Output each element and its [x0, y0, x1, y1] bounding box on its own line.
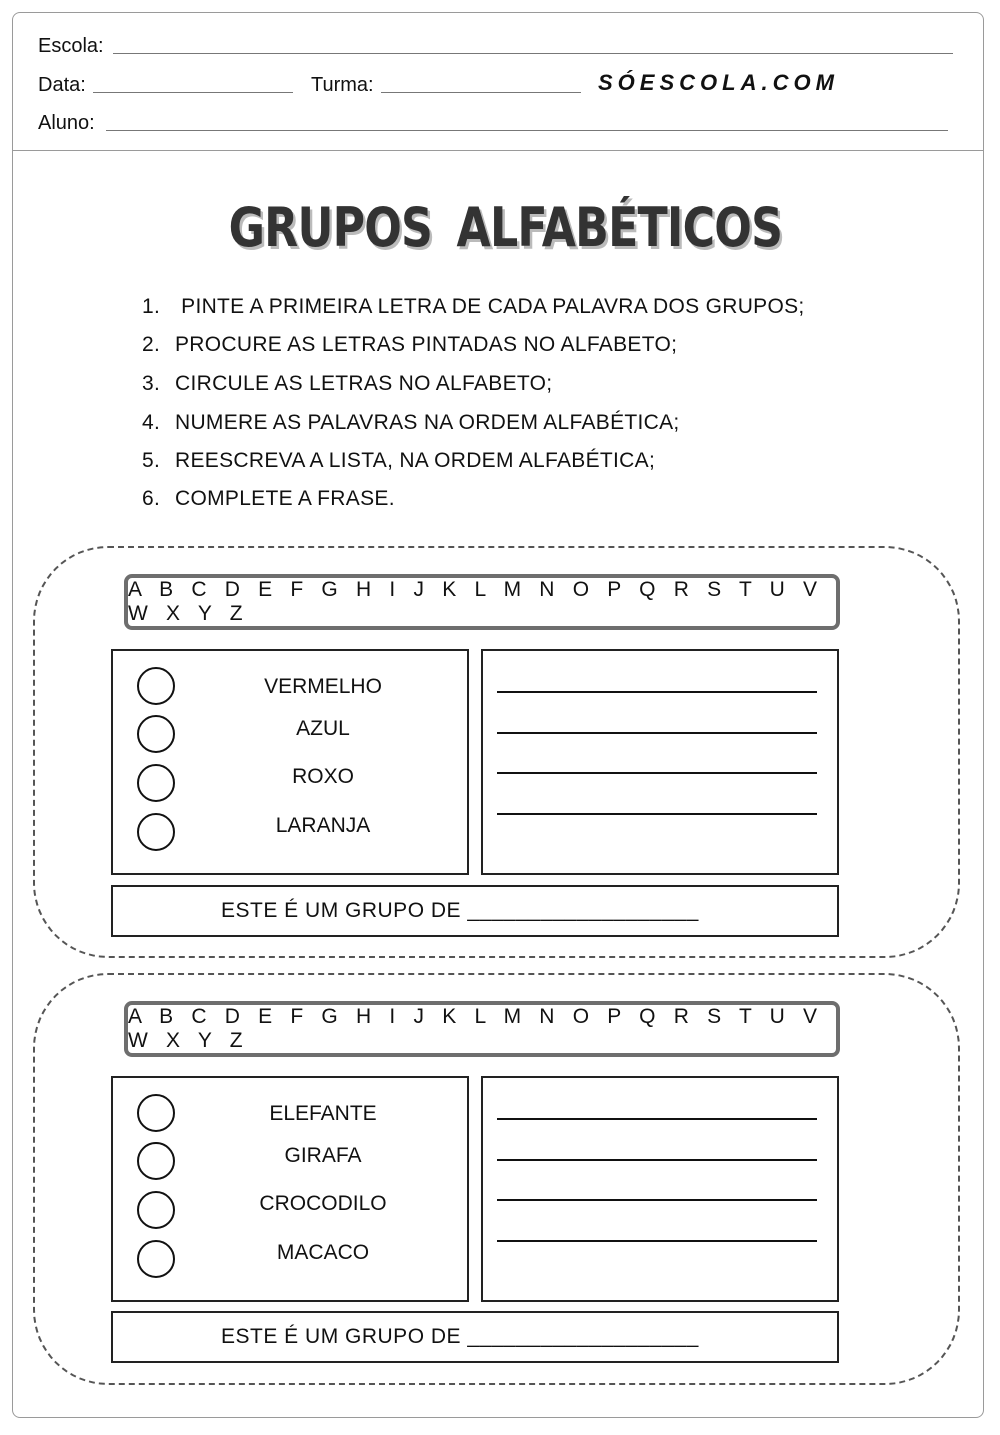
word-item: ELEFANTE [269, 1102, 377, 1125]
number-circle[interactable] [137, 1094, 175, 1132]
word-item: LARANJA [275, 814, 371, 837]
word-item: AZUL [296, 717, 350, 740]
header-divider [13, 150, 983, 151]
alphabet-strip[interactable]: A B C D E F G H I J K L M N O P Q R S T U V W X Y Z [124, 574, 840, 630]
instruction-item: 1. PINTE A PRIMEIRA LETRA DE CADA PALAVRA DOS GRUPOS; [142, 295, 805, 318]
number-circle[interactable] [137, 1191, 175, 1229]
word-item: VERMELHO [264, 675, 382, 698]
instruction-item: 4. NUMERE AS PALAVRAS NA ORDEM ALFABÉTICA; [142, 411, 680, 434]
word-list-box [111, 1076, 469, 1302]
data-field[interactable] [93, 92, 293, 93]
brand-logo: SÓESCOLA.COM [598, 70, 839, 95]
number-circle[interactable] [137, 764, 175, 802]
sentence-box[interactable] [111, 885, 839, 937]
number-circle[interactable] [137, 1142, 175, 1180]
turma-field[interactable] [381, 92, 581, 93]
data-label: Data: [38, 74, 86, 96]
instruction-item: 5. REESCREVA A LISTA, NA ORDEM ALFABÉTICA; [142, 449, 656, 472]
escola-field[interactable] [113, 53, 953, 54]
rewrite-line[interactable] [497, 1118, 817, 1120]
rewrite-box [481, 1076, 839, 1302]
page-title: GRUPOS ALFABÉTICOS [228, 196, 783, 259]
rewrite-line[interactable] [497, 1199, 817, 1201]
rewrite-line[interactable] [497, 691, 817, 693]
instruction-item: 6. COMPLETE A FRASE. [142, 487, 395, 510]
aluno-field[interactable] [106, 130, 948, 131]
rewrite-line[interactable] [497, 813, 817, 815]
number-circle[interactable] [137, 813, 175, 851]
rewrite-line[interactable] [497, 772, 817, 774]
word-item: CROCODILO [259, 1192, 387, 1215]
sentence-box[interactable] [111, 1311, 839, 1363]
rewrite-line[interactable] [497, 1240, 817, 1242]
aluno-label: Aluno: [38, 112, 95, 134]
word-item: ROXO [292, 765, 354, 788]
word-list-box [111, 649, 469, 875]
instruction-item: 3. CIRCULE AS LETRAS NO ALFABETO; [142, 372, 553, 395]
number-circle[interactable] [137, 667, 175, 705]
number-circle[interactable] [137, 715, 175, 753]
instruction-item: 2. PROCURE AS LETRAS PINTADAS NO ALFABETO; [142, 333, 678, 356]
sentence-text: ESTE É UM GRUPO DE ___________________ [221, 1325, 699, 1348]
rewrite-box [481, 649, 839, 875]
escola-label: Escola: [38, 35, 104, 57]
word-item: GIRAFA [284, 1144, 362, 1167]
alphabet-strip[interactable]: A B C D E F G H I J K L M N O P Q R S T U V W X Y Z [124, 1001, 840, 1057]
turma-label: Turma: [311, 74, 374, 96]
sentence-text: ESTE É UM GRUPO DE ___________________ [221, 899, 699, 922]
rewrite-line[interactable] [497, 732, 817, 734]
word-item: MACACO [276, 1241, 370, 1264]
rewrite-line[interactable] [497, 1159, 817, 1161]
number-circle[interactable] [137, 1240, 175, 1278]
